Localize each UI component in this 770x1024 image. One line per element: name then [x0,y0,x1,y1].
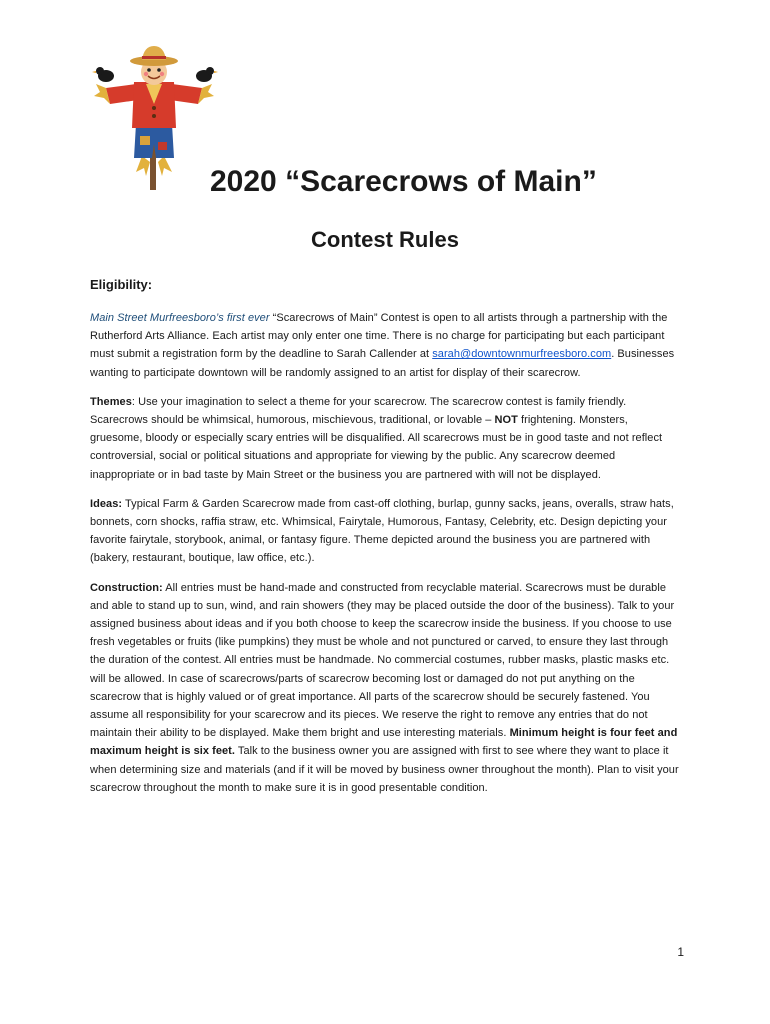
themes-label: Themes [90,395,132,408]
construction-height-rule: Minimum height is four feet and maximum height is six feet. [90,727,678,758]
construction-text-2: Talk to the business owner you are assigned with first to see where they want to place it when determining size and materials (and if it will be moved by business owner throughout the month). Plan to visit your scarecrow throughout the month to make sure it is in good presentable condition. [90,745,679,794]
themes-text-1: : Use your imagination to select a theme for your scarecrow. The scarecrow contest is family friendly. Scarecrows should be whimsical, humorous, mischievous, traditional, or lovable – [90,395,627,427]
ideas-text: Typical Farm & Garden Scarecrow made from cast-off clothing, burlap, gunny sacks, jeans, overalls, straw hats, bonnets, corn shocks, raffia straw, etc. Whimsical, Fairytale, Humorous, Fantasy, Celebrity, etc. Design depicting your favorite fairytale, storybook, animal, or fantasy figure. Theme depicted around the business you are partnered with (bakery, restaurant, boutique, law office, etc.). [90,497,674,565]
construction-text-1: All entries must be hand-made and constructed from recyclable material. Scarecrows must be durable and able to stand up to sun, wind, and rain showers (they may be placed outside the door of the business). Talk to your assigned business about ideas and if you both choose to keep the scarecrow inside the business. If you choose to use fresh vegetables or fruits (like pumpkins) they must be whole and not punctured or carved, to ensure they last through the duration of the contest. All entries must be handmade. No commercial costumes, rubber masks, plastic masks etc. will be allowed. In case of scarecrows/parts of scarecrow becoming lost or damaged do not put anything on the scarecrow that is highly valued or of great importance. All parts of the scarecrow should be securely fastened. You assume all responsibility for your scarecrow and its pieces. We reserve the right to remove any entries that do not maintain their ability to be displayed. Make them bright and use interesting materials. [90,581,675,740]
construction-paragraph [90,579,682,797]
eligibility-intro: Main Street Murfreesboro’s first ever [90,312,270,324]
page-number: 1 [677,945,684,959]
document-title: 2020 “Scarecrows of Main” [210,165,597,198]
rules-content [90,309,682,808]
ideas-paragraph [90,495,682,568]
eligibility-heading: Eligibility: [90,277,153,292]
themes-paragraph [90,393,682,484]
themes-not-word: NOT [494,414,518,427]
eligibility-text-1: “Scarecrows of Main” Contest is open to all artists through a partnership with the Rutherford Arts Alliance. Each artist may only enter one time. There is no charge for participating but each participant must submit a registration form by the deadline to Sarah Callender at [90,312,668,361]
eligibility-text-2: . Businesses wanting to participate downtown will be randomly assigned to an artist for display of their scarecrow. [90,348,675,379]
document-subtitle: Contest Rules [311,227,459,252]
ideas-label: Ideas: [90,497,123,510]
themes-text-2: frightening. Monsters, gruesome, bloody or especially scary entries will be disqualified. All scarecrows must be in good taste and not reflect controversial, social or political situations and appropriate for viewing by the public. Any scarecrow deemed inappropriate or in bad taste by Main Street or the business you are partnered with will not be displayed. [90,414,663,481]
construction-label: Construction: [90,581,163,594]
scarecrow-icon [86,44,226,192]
contact-email-link[interactable]: sarah@downtownmurfreesboro.com [432,348,612,361]
eligibility-paragraph [90,309,682,382]
